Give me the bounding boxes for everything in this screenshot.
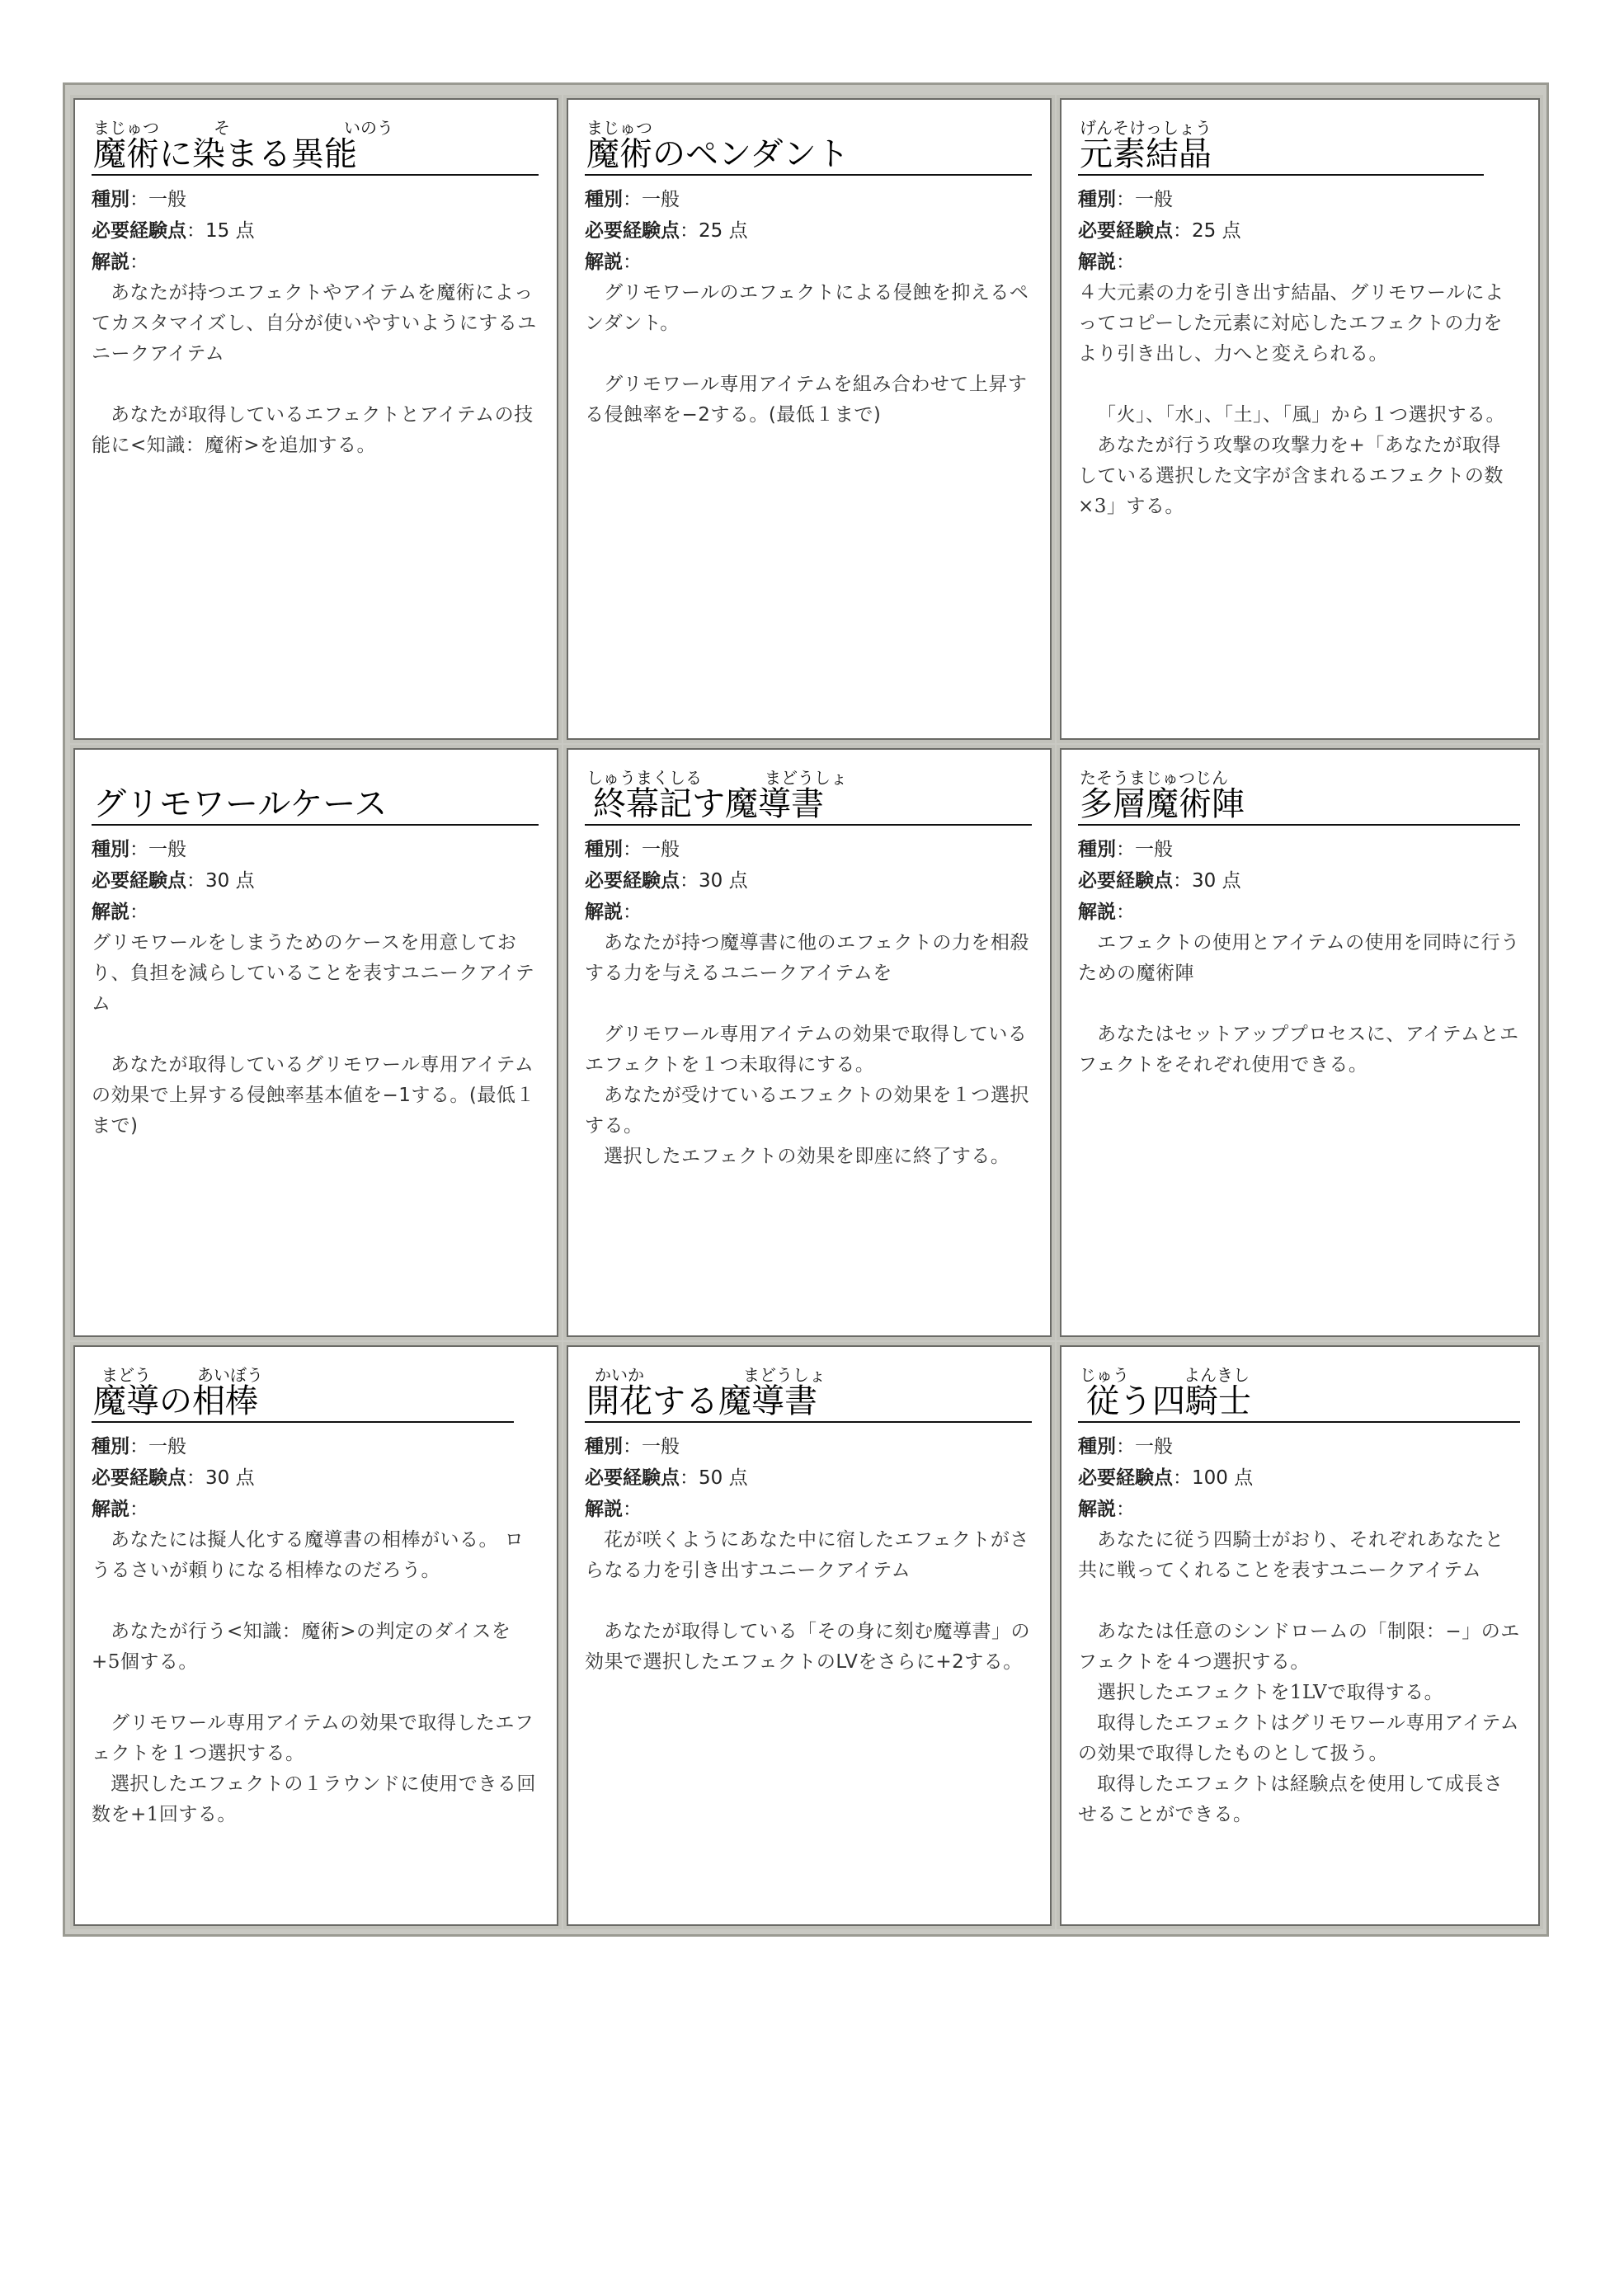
card-meta: 種別：一般 必要経験点：15 点 解説： [92, 189, 255, 273]
card-title: 終幕記す魔導書 [585, 784, 1032, 826]
card-description: あなたが持つ魔導書に他のエフェクトの力を相殺する力を与えるユニークアイテムを グリモワール専用アイテムの効果で取得しているエフェクトを１つ未取得にする。 あなたが受けているエフェクトの効果を１つ選択する。 選択したエフェクトの効果を即座に終了する。 [585, 932, 1029, 1167]
card-title: 魔術のペンダント [585, 134, 1032, 176]
card-title: 元素結晶 [1078, 134, 1484, 176]
card-meta: 種別：一般 必要経験点：30 点 解説： [1078, 839, 1241, 923]
card-meta: 種別：一般 必要経験点：30 点 解説： [92, 839, 255, 923]
card-genso-kessho [1057, 95, 1543, 743]
furigana: まじゅつ [586, 118, 652, 138]
furigana: じゅう よんきし [1080, 1365, 1250, 1385]
card-grid [63, 82, 1549, 1937]
furigana: まじゅつ そ いのう [93, 118, 393, 138]
furigana [92, 763, 539, 784]
card-description: あなたが持つエフェクトやアイテムを魔術によってカスタマイズし、自分が使いやすいようにするユニークアイテム あなたが取得しているエフェクトとアイテムの技能に<知識：魔術>を追加する。 [92, 282, 537, 456]
card-shumaku-shirusu-madosho [563, 745, 1055, 1340]
card-meta: 種別：一般 必要経験点：25 点 解説： [1078, 189, 1241, 273]
card-meta: 種別：一般 必要経験点：30 点 解説： [92, 1436, 255, 1520]
furigana: たそうまじゅつじん [1080, 768, 1228, 788]
furigana: まどう あいぼう [101, 1365, 263, 1385]
furigana: かいか まどうしょ [595, 1365, 826, 1385]
card-meta: 種別：一般 必要経験点：25 点 解説： [585, 189, 748, 273]
furigana: しゅうまくしる まどうしょ [586, 768, 847, 788]
card-description: 花が咲くようにあなた中に宿したエフェクトがさらなる力を引き出すユニークアイテム あなたが取得している「その身に刻む魔導書」の効果で選択したエフェクトのLVをさらに+2する。 [585, 1529, 1030, 1673]
card-description: ４大元素の力を引き出す結晶、グリモワールによってコピーした元素に対応したエフェクトの力をより引き出し、力へと変えられる。 「火」、「水」、「土」、「風」から１つ選択する。 あなたが行う攻撃の攻撃力を+「あなたが取得している選択した文字が含まれるエフェクトの数×3」する。 [1078, 282, 1505, 517]
card-shitagau-yonkishi [1057, 1342, 1543, 1929]
card-title: 従う四騎士 [1078, 1382, 1520, 1423]
card-title: 開花する魔導書 [585, 1382, 1032, 1423]
card-grimoire-case [70, 745, 562, 1340]
card-description: グリモワールをしまうためのケースを用意しており、負担を減らしていることを表すユニークアイテム あなたが取得しているグリモワール専用アイテムの効果で上昇する侵蝕率基本値を−1する。(最低１まで) [92, 932, 535, 1137]
card-meta: 種別：一般 必要経験点：30 点 解説： [585, 839, 748, 923]
card-meta: 種別：一般 必要経験点：100 点 解説： [1078, 1436, 1254, 1520]
card-mado-no-aibo [70, 1342, 562, 1929]
card-description: あなたに従う四騎士がおり、それぞれあなたと共に戦ってくれることを表すユニークアイテム あなたは任意のシンドロームの「制限：−」のエフェクトを４つ選択する。 選択したエフェクトを1LVで取得する。 取得したエフェクトはグリモワール専用アイテムの効果で取得したものとして扱う。 取得したエフェクトは経験点を使用して成長させることができる。 [1078, 1529, 1520, 1825]
card-majutsu-ni-somaru-inou [70, 95, 562, 743]
furigana: げんそけっしょう [1080, 118, 1212, 138]
card-description: エフェクトの使用とアイテムの使用を同時に行うための魔術陣 あなたはセットアッププロセスに、アイテムとエフェクトをそれぞれ使用できる。 [1078, 932, 1520, 1076]
card-meta: 種別：一般 必要経験点：50 点 解説： [585, 1436, 748, 1520]
card-title: 多層魔術陣 [1078, 784, 1520, 826]
card-kaika-suru-madosho [563, 1342, 1055, 1929]
card-title: 魔術に染まる異能 [92, 134, 539, 176]
card-title: グリモワールケース [92, 784, 539, 826]
card-taso-majutsujin [1057, 745, 1543, 1340]
card-description: グリモワールのエフェクトによる侵蝕を抑えるペンダント。 グリモワール専用アイテムを組み合わせて上昇する侵蝕率を−2する。(最低１まで) [585, 282, 1029, 426]
card-title: 魔導の相棒 [92, 1382, 514, 1423]
card-majutsu-no-pendant [563, 95, 1055, 743]
card-description: あなたには擬人化する魔導書の相棒がいる。 ロうるさいが頼りになる相棒なのだろう。 あなたが行う<知識：魔術>の判定のダイスを+5個する。 グリモワール専用アイテムの効果で取得したエフェクトを１つ選択する。 選択したエフェクトの１ラウンドに使用できる回数を+1回する。 [92, 1529, 536, 1825]
